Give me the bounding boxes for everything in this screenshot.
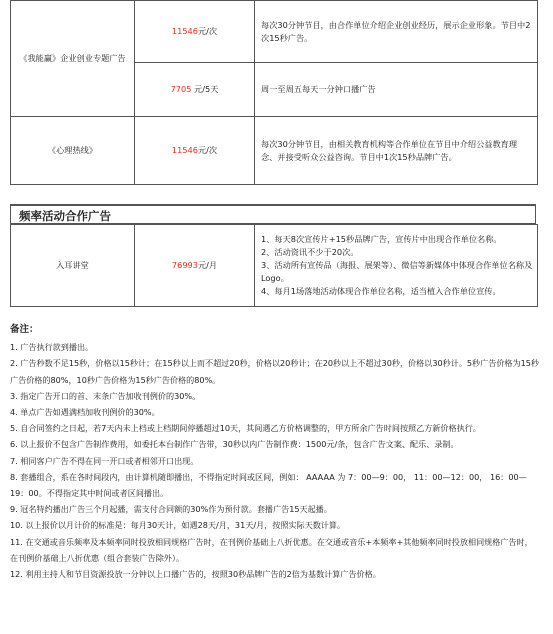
program-name-cell: 《我能赢》企业创业专题广告 [11,1,135,117]
price-cell [135,117,255,185]
note-item: 12. 利用主持人和节目资源投放一分钟以上口播广告的，按照30秒品牌广告的2倍为基数计算广告价格。 [10,569,381,580]
notes-heading: 备注： [10,324,39,335]
description-cell: 每次30分钟节目，由合作单位介绍企业创业经历，展示企业形象。节目中2次15秒广告。 [255,1,538,63]
description-cell: 每次30分钟节目，由相关教育机构等合作单位在节目中介绍公益教育理念、并接受听众公益咨询。节目中1次15秒品牌广告。 [255,117,538,185]
price-unit: 元/5天 [191,84,219,94]
price-unit: 元/次 [197,145,218,155]
program-name-cell: 《心理热线》 [11,117,135,185]
ad-pricing-table [10,0,538,185]
program-name-cell: 入耳讲堂 [11,225,135,307]
description-cell: 周一至周五每天一分钟口播广告 [255,63,538,117]
price-cell [135,225,255,307]
note-item: 10. 以上报价以月计价的标准是：每月30天计，如遇28天/月，31天/月，按照实际天数计算。 [10,520,346,531]
note-item: 9. 冠名特约播出广告三个月起播，需支付合同额的30%作为预付款。套播广告15天起播。 [10,504,332,515]
note-item: 11. 在交通或音乐频率及本频率同时投放相同规格广告时，在刊例价基础上八折优惠。在交通或音乐+本频率+其他频率同时投放相同规格广告时，在刊例价基础上八折优惠（组合套装广告除外）。 [10,536,533,563]
price-cell [135,63,255,117]
note-item: 2. 广告秒数不足15秒，价格以15秒计；在15秒以上而不超过20秒，价格以20秒计；在20秒以上不超过30秒，价格以30秒计。5秒广告价格为15秒广告价格的80%，10秒广告价格为15秒广告价格的80%。 [10,358,540,385]
note-item: 6. 以上报价不包含广告制作费用，如委托本台制作广告带，30秒以内广告制作费：1500元/条，包含广告文案、配乐、录制。 [10,439,459,450]
note-item: 3. 指定广告开口的首、末条广告加收刊例价的30%。 [10,390,201,401]
list-item: 2、活动资讯不少于20次。 [261,247,359,257]
note-item: 8. 套播组合，系在各时间段内，由计算机随即播出，不得指定时间或区间，例如： AAAAA 为 7：00—9：00， 11：00—12：00， 16：00—19：00。不得指定其中时间或者区间播出。 [10,471,527,499]
price-value: 76993 [171,260,198,270]
section-title: 频率活动合作广告 [10,204,536,224]
activity-pricing-table [10,224,538,307]
notes-section [10,322,540,582]
price-value: 11546 [171,145,198,155]
list-item: 4、每月1场落地活动体现合作单位名称，适当植入合作单位宣传。 [261,286,501,296]
note-item: 1. 广告执行款到播出。 [10,342,94,353]
description-cell [255,225,538,307]
note-item: 7. 相同客户广告不得在同一开口或者相邻开口出现。 [10,455,199,466]
list-item: 1、每天8次宣传片+15秒品牌广告，宣传片中出现合作单位名称。 [261,234,502,244]
note-item: 5. 自合同签约之日起，若7天内未上档或上档期间停播超过10天，其间遇乙方价格调整的，甲方所余广告时间按照乙方新价格执行。 [10,423,481,434]
price-unit: 元/月 [197,260,218,270]
note-item: 4. 单点广告如遇满档加收刊例价的30%。 [10,407,160,418]
price-value: 7705 [170,84,192,94]
price-unit: 元/次 [197,26,218,36]
list-item: 3、活动所有宣传品（海报、展架等）、微信等新媒体中体现合作单位名称及Logo。 [261,260,533,283]
price-value: 11546 [171,26,198,36]
price-cell [135,1,255,63]
